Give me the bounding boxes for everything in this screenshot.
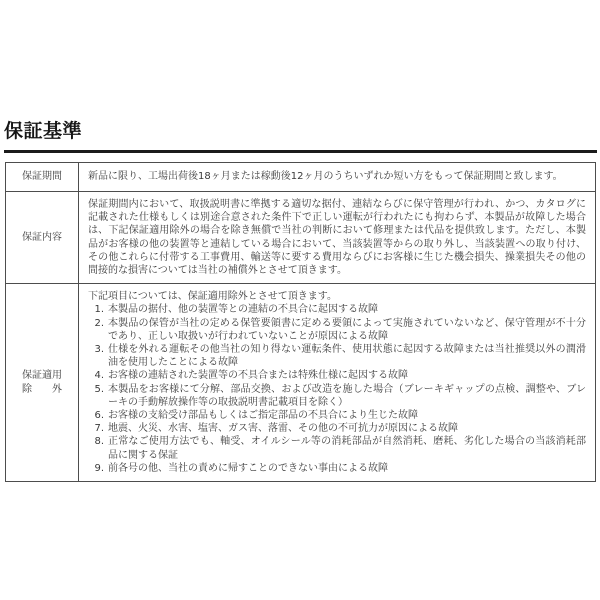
warranty-period-row xyxy=(6,163,596,192)
exclusion-item-text: 本製品の保管が当社の定める保管要領書に定める要領によって実施されていないなど、保守管理が不十分であり、正しい取扱いが行われていないことが原因による故障 xyxy=(108,317,586,342)
warranty-period-content: 新品に限り、工場出荷後18ヶ月または稼動後12ヶ月のうちいずれか短い方をもって保証期間と致します。 xyxy=(79,163,596,192)
warranty-coverage-label: 保証内容 xyxy=(6,192,79,284)
warranty-exclusions-content xyxy=(79,284,596,482)
exclusion-item-text: お客様の支給受け部品もしくはご指定部品の不具合により生じた故障 xyxy=(108,410,418,422)
exclusion-item-number: 9. xyxy=(94,462,104,474)
exclusion-item-text: 仕様を外れる運転その他当社の知り得ない運転条件、使用状態に起因する故障または当社推奨以外の潤滑油を使用したことによる故障 xyxy=(108,344,586,369)
exclusion-item xyxy=(88,409,586,422)
exclusion-item-number: 4. xyxy=(94,370,104,382)
exclusions-intro: 下記項目については、保証適用除外とさせて頂きます。 xyxy=(88,291,337,303)
exclusion-item-number: 1. xyxy=(94,304,104,316)
warranty-exclusions-label-line2: 除 外 xyxy=(22,383,62,395)
exclusion-item-text: 本製品の据付、他の装置等との連結の不具合に起因する故障 xyxy=(108,304,378,316)
exclusion-item-number: 2. xyxy=(94,317,104,329)
exclusion-item-text: 地震、火災、水害、塩害、ガス害、落雷、その他の不可抗力が原因による故障 xyxy=(108,423,458,435)
title-rule xyxy=(4,150,597,153)
exclusion-item xyxy=(88,303,586,316)
exclusion-item xyxy=(88,369,586,382)
exclusion-item xyxy=(88,383,586,409)
warranty-exclusions-label-line1: 保証適用 xyxy=(22,369,62,381)
warranty-exclusions-label xyxy=(6,284,79,482)
warranty-exclusions-row xyxy=(6,284,596,482)
exclusion-item xyxy=(88,317,586,343)
warranty-coverage-content: 保証期間内において、取扱説明書に準拠する適切な据付、連結ならびに保守管理が行われ、かつ、カタログに記載された仕様もしくは別途合意された条件下で正しい運転が行われたにも拘わらず、本製品が故障した場合は、下記保証適用除外の場合を除き無償で当社の判断において修理または代品を提供致します。ただし、本製品がお客様の他の装置等と連結している場合において、当該装置等からの取り外し、当該装置への取り付け、その他これらに付帯する工事費用、輸送等に要する費用ならびにお客様に生じた機会損失、操業損失その他の間接的な損害については当社の補償外とさせて頂きます。 xyxy=(79,192,596,284)
warranty-period-label: 保証期間 xyxy=(6,163,79,192)
exclusion-item-text: 正常なご使用方法でも、軸受、オイルシール等の消耗部品が自然消耗、磨耗、劣化した場合の当該消耗部品に関する保証 xyxy=(108,436,586,461)
page-title: 保証基準 xyxy=(4,120,83,142)
exclusion-item-text: 前各号の他、当社の責めに帰すことのできない事由による故障 xyxy=(108,462,388,474)
exclusion-item-number: 6. xyxy=(94,410,104,422)
exclusion-item-number: 5. xyxy=(94,383,104,395)
exclusion-item-number: 3. xyxy=(94,344,104,356)
exclusion-item xyxy=(88,422,586,435)
exclusion-item xyxy=(88,343,586,369)
warranty-table xyxy=(5,162,596,482)
exclusions-list xyxy=(88,303,586,475)
exclusion-item-text: 本製品をお客様にて分解、部品交換、および改造を施した場合（ブレーキギャップの点検、調整や、ブレーキの手動解放操作等の取扱説明書記載項目を除く） xyxy=(108,383,586,408)
exclusion-item-text: お客様の連結された装置等の不具合または特殊仕様に起因する故障 xyxy=(108,370,408,382)
exclusion-item xyxy=(88,462,586,475)
exclusion-item-number: 7. xyxy=(94,423,104,435)
warranty-coverage-row xyxy=(6,192,596,284)
exclusion-item-number: 8. xyxy=(94,436,104,448)
exclusion-item xyxy=(88,435,586,461)
